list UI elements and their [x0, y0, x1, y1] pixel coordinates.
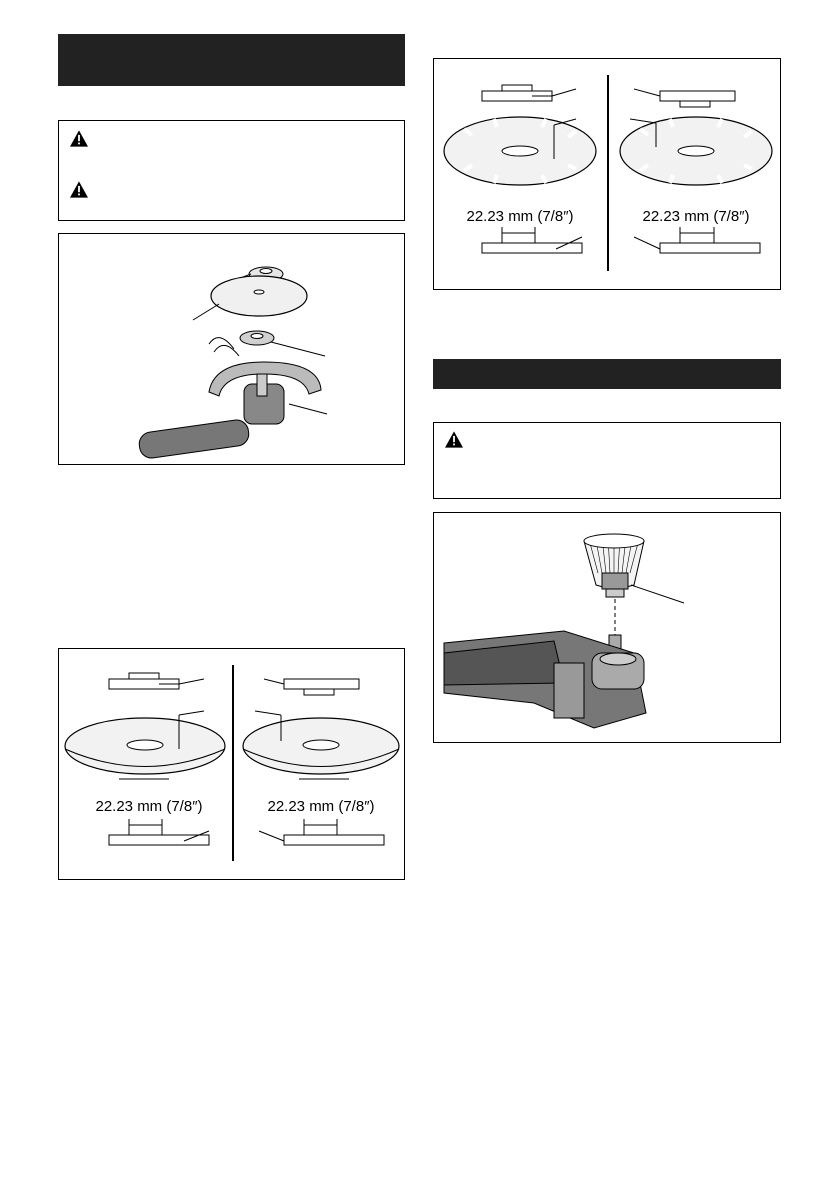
section-heading-bar-left [58, 34, 405, 86]
figure-flat-wheel [58, 648, 405, 880]
warning-box-right [433, 422, 781, 499]
dimension-label-left: 22.23 mm (7/8″) [95, 798, 203, 815]
warning-box-left [58, 120, 405, 221]
flat-wheel-diagram [59, 649, 404, 879]
grinder-assembly-illustration [59, 234, 404, 464]
segmented-disc-right [620, 117, 772, 185]
section-heading-bar-right [433, 359, 781, 389]
warning-triangle-icon [445, 431, 463, 448]
segmented-disc-left [444, 117, 596, 185]
cup-brush-illustration [434, 513, 780, 742]
diamond-wheel-diagram [434, 59, 780, 289]
dimension-label-right: 22.23 mm (7/8″) [267, 798, 375, 815]
figure-cup-brush [433, 512, 781, 743]
warning-triangle-icon [70, 181, 88, 198]
warning-triangle-icon [70, 130, 88, 147]
dimension-label-right: 22.23 mm (7/8″) [642, 208, 750, 225]
dimension-label-left: 22.23 mm (7/8″) [466, 208, 574, 225]
figure-diamond-wheel [433, 58, 781, 290]
figure-grinder-assembly [58, 233, 405, 465]
